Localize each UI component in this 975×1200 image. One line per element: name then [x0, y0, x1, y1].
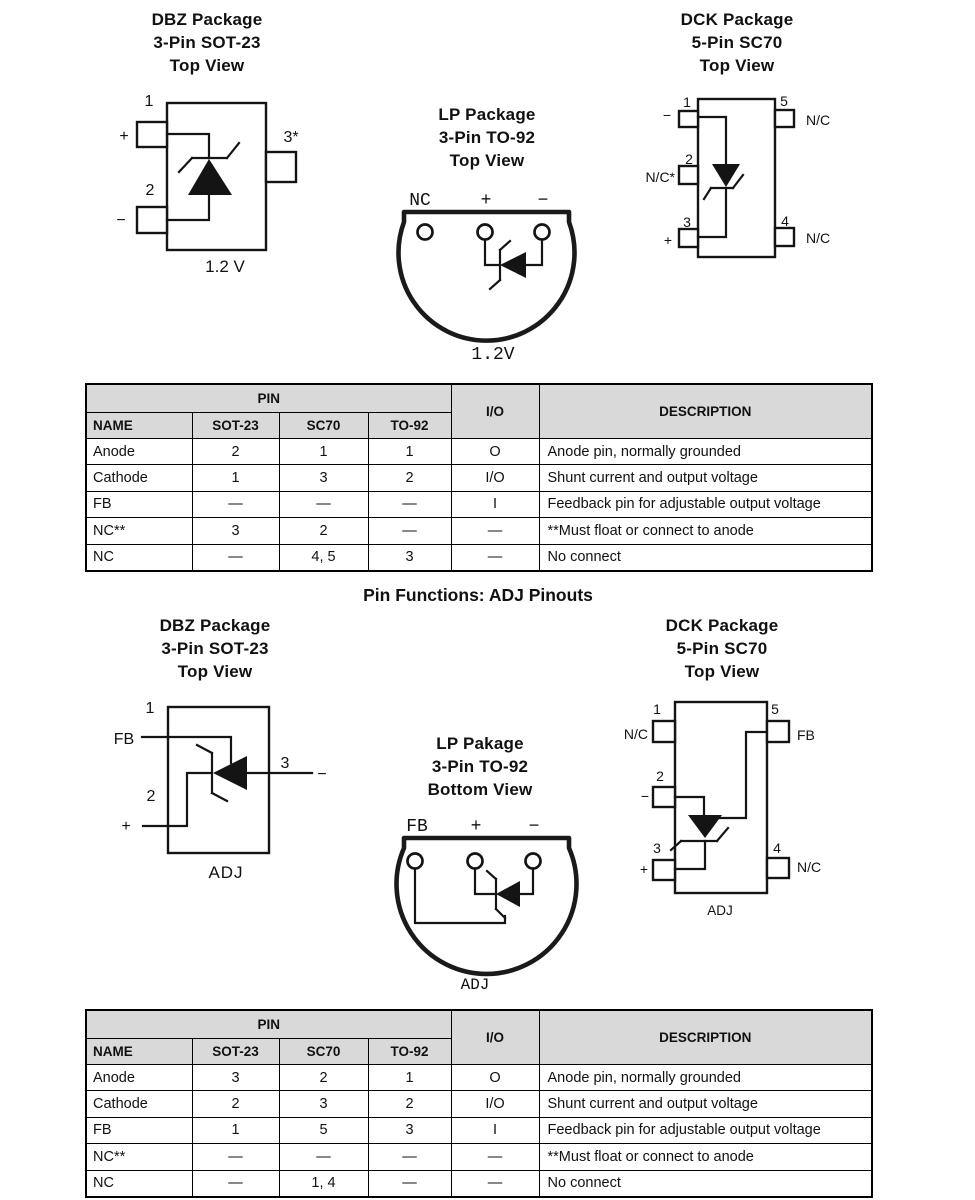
- pin-number: 5: [780, 93, 788, 109]
- cell-description: Feedback pin for adjustable output voltage: [539, 491, 872, 517]
- pin-pad-circle: [408, 854, 423, 869]
- cell-to92: 3: [368, 544, 451, 571]
- cell-io: —: [451, 1170, 539, 1197]
- package-body: [168, 707, 269, 853]
- table-row: [86, 518, 872, 544]
- cell-name: NC**: [86, 518, 192, 544]
- cell-name: Anode: [86, 439, 192, 465]
- pin-label: −: [537, 191, 549, 211]
- pin-tab: [137, 122, 167, 147]
- table-row: [86, 1170, 872, 1197]
- pin-number: 5: [771, 701, 779, 717]
- cell-name: Cathode: [86, 465, 192, 491]
- table-header-row: [86, 1010, 872, 1039]
- title-line: DCK Package: [680, 10, 794, 29]
- cell-to92: —: [368, 1170, 451, 1197]
- cell-description: Anode pin, normally grounded: [539, 439, 872, 465]
- pin-label: −: [317, 766, 327, 783]
- col-header-sc70: SC70: [279, 413, 368, 439]
- cell-io: I/O: [451, 1091, 539, 1117]
- cell-sot23: 1: [192, 465, 279, 491]
- col-header-io: I/O: [451, 1010, 539, 1065]
- cell-sc70: 4, 5: [279, 544, 368, 571]
- pin-label: −: [528, 817, 540, 837]
- cell-name: Cathode: [86, 1091, 192, 1117]
- pin-label: +: [639, 861, 648, 877]
- cell-sot23: 2: [192, 1091, 279, 1117]
- pin-label: −: [662, 107, 671, 123]
- pin-number: 2: [685, 151, 693, 167]
- pin-tab: [775, 110, 794, 127]
- title-line: LP Pakage: [436, 734, 524, 753]
- cell-io: O: [451, 1065, 539, 1091]
- cell-description: Shunt current and output voltage: [539, 1091, 872, 1117]
- cell-name: NC: [86, 544, 192, 571]
- cell-sc70: —: [279, 491, 368, 517]
- dbz-top-caption: 1.2 V: [205, 257, 245, 276]
- pin-label: N/C: [806, 112, 831, 128]
- pin-table-adj: [85, 1009, 873, 1198]
- cell-description: Shunt current and output voltage: [539, 465, 872, 491]
- cell-to92: 2: [368, 465, 451, 491]
- cell-sot23: —: [192, 1144, 279, 1170]
- cell-io: —: [451, 544, 539, 571]
- title-line: 3-Pin TO-92: [438, 128, 536, 147]
- dbz-top-package-diagram: [60, 0, 380, 300]
- cell-description: No connect: [539, 544, 872, 571]
- col-header-description: DESCRIPTION: [539, 384, 872, 439]
- pin-tab: [137, 207, 167, 233]
- cell-name: FB: [86, 1117, 192, 1143]
- pin-tab: [653, 860, 675, 880]
- col-header-io: I/O: [451, 384, 539, 439]
- cell-sot23: —: [192, 1170, 279, 1197]
- pin-pad-circle: [526, 854, 541, 869]
- cell-description: Feedback pin for adjustable output voltage: [539, 1117, 872, 1143]
- table-row: [86, 1065, 872, 1091]
- col-header-description: DESCRIPTION: [539, 1010, 872, 1065]
- title-line: 3-Pin TO-92: [431, 757, 529, 776]
- cell-sc70: 3: [279, 465, 368, 491]
- cell-sc70: 1, 4: [279, 1170, 368, 1197]
- table-header-row: [86, 384, 872, 413]
- dck-top-package-diagram: [615, 0, 875, 270]
- title-line: LP Package: [438, 105, 536, 124]
- cell-to92: —: [368, 491, 451, 517]
- col-header-to92: TO-92: [368, 1039, 451, 1065]
- cell-to92: 1: [368, 439, 451, 465]
- title-line: Top View: [699, 56, 775, 75]
- cell-sc70: —: [279, 1144, 368, 1170]
- table-row: [86, 1117, 872, 1143]
- pin-label: +: [663, 232, 672, 248]
- cell-sot23: —: [192, 491, 279, 517]
- cell-to92: 3: [368, 1117, 451, 1143]
- cell-sot23: —: [192, 544, 279, 571]
- dbz-adj-caption: ADJ: [208, 863, 244, 882]
- pin-pad-circle: [478, 225, 493, 240]
- title-line: 5-Pin SC70: [676, 639, 768, 658]
- pin-tab: [679, 166, 698, 184]
- pin-label: −: [116, 212, 126, 229]
- cell-to92: 1: [368, 1065, 451, 1091]
- pin-number: 1: [653, 701, 661, 717]
- pin-number: 1: [683, 94, 691, 110]
- pin-label: FB: [406, 817, 428, 837]
- pin-label: N/C: [623, 726, 648, 742]
- pin-number: 2: [145, 182, 155, 199]
- pin-label: +: [121, 818, 131, 835]
- cell-description: **Must float or connect to anode: [539, 1144, 872, 1170]
- cell-name: FB: [86, 491, 192, 517]
- cell-name: Anode: [86, 1065, 192, 1091]
- pin-number: 3: [653, 840, 661, 856]
- cell-description: Anode pin, normally grounded: [539, 1065, 872, 1091]
- package-outline: [397, 838, 577, 974]
- col-header-to92: TO-92: [368, 413, 451, 439]
- pin-number: 2: [146, 788, 156, 805]
- cell-sc70: 3: [279, 1091, 368, 1117]
- pin-number: 1: [145, 700, 155, 717]
- pin-label: +: [119, 128, 129, 145]
- cell-sc70: 5: [279, 1117, 368, 1143]
- cell-sot23: 3: [192, 1065, 279, 1091]
- cell-to92: —: [368, 518, 451, 544]
- pin-tab: [767, 858, 789, 878]
- pin-number: 3: [683, 214, 691, 230]
- pin-label: +: [470, 817, 482, 837]
- title-line: 3-Pin SOT-23: [153, 33, 261, 52]
- pin-pad-circle: [418, 225, 433, 240]
- pin-label: +: [480, 191, 492, 211]
- col-header-sc70: SC70: [279, 1039, 368, 1065]
- cell-sot23: 3: [192, 518, 279, 544]
- table-row: [86, 544, 872, 571]
- pin-number: 2: [656, 768, 664, 784]
- title-line: Bottom View: [427, 780, 533, 799]
- pin-tab: [775, 228, 794, 246]
- pin-number: 4: [773, 840, 781, 856]
- pin-number: 3*: [283, 129, 299, 146]
- pin-pad-circle: [535, 225, 550, 240]
- col-group-pin: PIN: [86, 384, 451, 413]
- dck-adj-package-diagram: [600, 610, 890, 930]
- cell-sot23: 2: [192, 439, 279, 465]
- table-row: [86, 1091, 872, 1117]
- title-line: DBZ Package: [159, 616, 271, 635]
- table-row: [86, 439, 872, 465]
- cell-io: —: [451, 518, 539, 544]
- cell-sot23: 1: [192, 1117, 279, 1143]
- cell-name: NC**: [86, 1144, 192, 1170]
- pin-tab: [679, 229, 698, 247]
- package-body: [698, 99, 775, 257]
- adj-pinouts-heading: Pin Functions: ADJ Pinouts: [363, 585, 593, 605]
- cell-sc70: 2: [279, 1065, 368, 1091]
- lp-adj-package-diagram: [370, 720, 620, 1010]
- pin-label: N/C: [797, 859, 822, 875]
- table-row: [86, 1144, 872, 1170]
- pin-label: N/C*: [645, 169, 675, 185]
- col-header-name: NAME: [86, 413, 192, 439]
- pin-label: FB: [113, 731, 135, 748]
- col-header-sot23: SOT-23: [192, 1039, 279, 1065]
- pin-tab: [266, 152, 296, 182]
- pin-tab: [653, 787, 675, 807]
- table-row: [86, 491, 872, 517]
- col-header-sot23: SOT-23: [192, 413, 279, 439]
- title-line: Top View: [449, 151, 525, 170]
- title-line: Top View: [684, 662, 760, 681]
- cell-io: —: [451, 1144, 539, 1170]
- dbz-adj-package-diagram: [60, 610, 390, 900]
- cell-name: NC: [86, 1170, 192, 1197]
- cell-to92: 2: [368, 1091, 451, 1117]
- cell-to92: —: [368, 1144, 451, 1170]
- title-line: 3-Pin SOT-23: [161, 639, 269, 658]
- pin-pad-circle: [468, 854, 483, 869]
- cell-sc70: 2: [279, 518, 368, 544]
- cell-description: **Must float or connect to anode: [539, 518, 872, 544]
- pin-number: 4: [781, 213, 789, 229]
- col-group-pin: PIN: [86, 1010, 451, 1039]
- pin-number: 3: [280, 755, 290, 772]
- pin-table-fixed: [85, 383, 873, 572]
- col-header-name: NAME: [86, 1039, 192, 1065]
- pin-number: 1: [144, 93, 154, 110]
- lp-adj-caption: ADJ: [460, 976, 490, 994]
- pin-label: FB: [797, 727, 815, 743]
- cell-io: I: [451, 491, 539, 517]
- title-line: 5-Pin SC70: [691, 33, 783, 52]
- cell-sc70: 1: [279, 439, 368, 465]
- pin-tab: [679, 111, 698, 127]
- cell-io: I: [451, 1117, 539, 1143]
- pin-label: −: [640, 788, 649, 804]
- title-line: Top View: [169, 56, 245, 75]
- cell-io: I/O: [451, 465, 539, 491]
- table-row: [86, 465, 872, 491]
- pin-tab: [653, 721, 675, 742]
- title-line: DCK Package: [665, 616, 779, 635]
- dck-adj-caption: ADJ: [707, 903, 733, 918]
- cell-description: No connect: [539, 1170, 872, 1197]
- pin-label: NC: [409, 191, 431, 211]
- lp-top-caption: 1.2V: [471, 345, 515, 365]
- pin-tab: [767, 721, 789, 742]
- title-line: Top View: [177, 662, 253, 681]
- cell-io: O: [451, 439, 539, 465]
- title-line: DBZ Package: [151, 10, 263, 29]
- pin-label: N/C: [806, 230, 831, 246]
